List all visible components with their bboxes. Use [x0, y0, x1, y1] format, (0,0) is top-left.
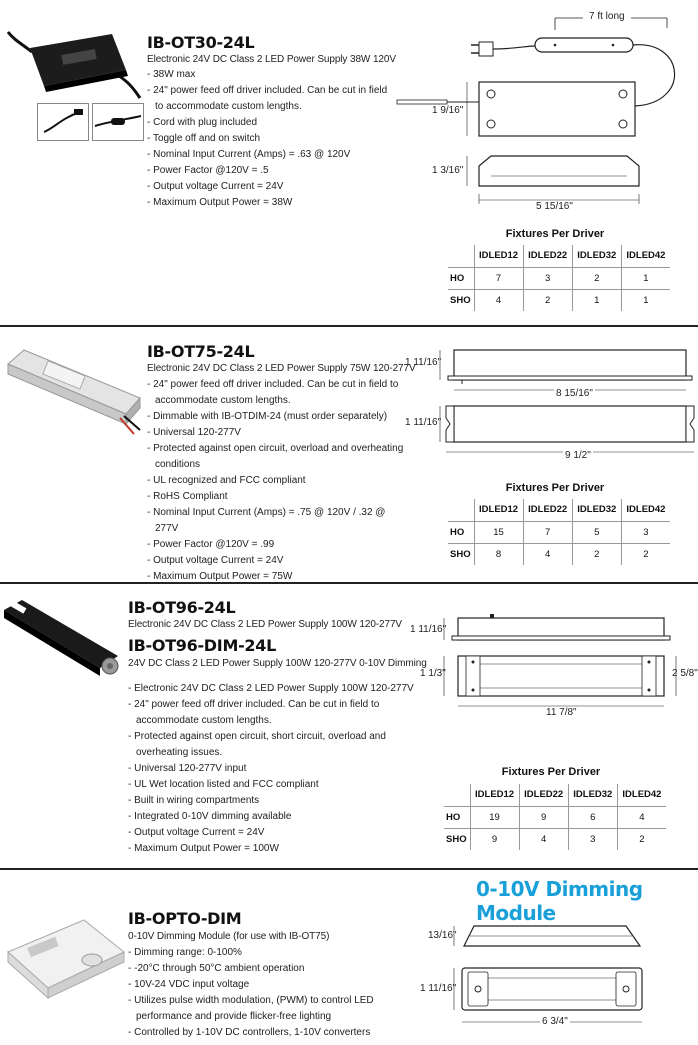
table-header-row [444, 784, 666, 806]
height-dimension: 1 1/3" [420, 668, 446, 679]
table-cell: 9 [519, 806, 568, 828]
spec-item: - Toggle off and on switch [147, 131, 397, 147]
column-header: IDLED22 [519, 784, 568, 806]
fixtures-table [448, 499, 670, 565]
spec-item: - 10V-24 VDC input voltage [128, 977, 378, 993]
table-cell: 6 [568, 806, 617, 828]
table-cell: 2 [572, 543, 621, 565]
row-label: HO [448, 521, 474, 543]
table-cell: 3 [621, 521, 670, 543]
table-row [448, 267, 670, 289]
product-title: IB-OT96-24L [128, 598, 236, 617]
spec-item: - Integrated 0-10V dimming available [128, 809, 432, 825]
fixtures-table [448, 245, 670, 311]
spec-item: - UL Wet location listed and FCC compliant [128, 777, 432, 793]
table-cell: 2 [617, 828, 666, 850]
spec-item: - Output voltage Current = 24V [147, 179, 397, 195]
table-header-row [448, 245, 670, 267]
product-photo [4, 912, 128, 1004]
spec-item: - 24" power feed off driver included. Can be cut in field to accommodate custom lengths. [147, 377, 407, 409]
table-row [448, 521, 670, 543]
table-cell: 7 [523, 521, 572, 543]
product-title-dim: IB-OT96-DIM-24L [128, 636, 276, 655]
table-cell: 9 [470, 828, 519, 850]
spec-item: - 24" power feed off driver included. Can be cut in field to accommodate custom lengths. [128, 697, 432, 729]
length-dimension: 8 15/16" [556, 388, 593, 399]
spec-item: - Maximum Output Power = 38W [147, 195, 397, 211]
product-subtitle: Electronic 24V DC Class 2 LED Power Supply 75W 120-277V [147, 363, 416, 374]
spec-item: - Controlled by 1-10V DC controllers, 1-10V converters [128, 1025, 378, 1041]
width-dimension: 2 5/8" [672, 668, 698, 679]
table-row [444, 828, 666, 850]
fixtures-title: Fixtures Per Driver [505, 228, 605, 240]
section-divider [0, 325, 698, 327]
spec-item: - Protected against open circuit, overload and overheating conditions [147, 441, 407, 473]
spec-item: - Electronic 24V DC Class 2 LED Power Supply 100W 120-277V [128, 681, 432, 697]
column-header: IDLED42 [621, 499, 670, 521]
spec-item: - Output voltage Current = 24V [147, 553, 407, 569]
table-cell: 1 [572, 289, 621, 311]
table-row [448, 543, 670, 565]
spec-item: - Utilizes pulse width modulation, (PWM) to control LED performance and provide flicker-free lighting [128, 993, 378, 1025]
spec-item: - 38W max [147, 67, 397, 83]
spec-item: - Universal 120-277V [147, 425, 407, 441]
spec-item: - -20°C through 50°C ambient operation [128, 961, 378, 977]
spec-item: - Maximum Output Power = 75W [147, 569, 407, 585]
spec-list [147, 67, 397, 211]
column-header: IDLED12 [474, 245, 523, 267]
spec-item: - Universal 120-277V input [128, 761, 432, 777]
fixtures-table [444, 784, 666, 850]
column-header: IDLED32 [572, 499, 621, 521]
length-dimension: 9 1/2" [565, 450, 591, 461]
row-label: SHO [448, 289, 474, 311]
table-header-row [448, 499, 670, 521]
length-dimension: 5 15/16" [536, 201, 573, 212]
product-title: IB-OT75-24L [147, 342, 255, 361]
product-photo [4, 340, 144, 435]
product-subtitle-dim: 24V DC Class 2 LED Power Supply 100W 120-277V 0-10V Dimming [128, 658, 427, 669]
row-label: HO [448, 267, 474, 289]
fixtures-title: Fixtures Per Driver [501, 766, 601, 778]
fixtures-title: Fixtures Per Driver [505, 482, 605, 494]
spec-item: - Output voltage Current = 24V [128, 825, 432, 841]
spec-item: - Nominal Input Current (Amps) = .75 @ 120V / .32 @ 277V [147, 505, 407, 537]
product-subtitle: Electronic 24V DC Class 2 LED Power Supply 100W 120-277V [128, 619, 402, 630]
cord-plug-thumbnail [37, 103, 89, 141]
section-divider [0, 582, 698, 584]
column-header: IDLED32 [572, 245, 621, 267]
column-header: IDLED42 [621, 245, 670, 267]
dimension-drawing [400, 600, 698, 722]
column-header: IDLED32 [568, 784, 617, 806]
height-dimension: 1 9/16" [432, 105, 464, 116]
table-row [448, 289, 670, 311]
table-cell: 3 [523, 267, 572, 289]
product-subtitle: Electronic 24V DC Class 2 LED Power Supply 38W 120V [147, 54, 396, 65]
table-cell: 5 [572, 521, 621, 543]
column-header: IDLED12 [474, 499, 523, 521]
product-title: IB-OPTO-DIM [128, 909, 242, 928]
table-cell: 2 [523, 289, 572, 311]
section-divider [0, 868, 698, 870]
cord-length-label: 7 ft long [589, 11, 625, 22]
toggle-switch-thumbnail [92, 103, 144, 141]
row-label: SHO [448, 543, 474, 565]
spec-item: - Power Factor @120V = .99 [147, 537, 407, 553]
column-header: IDLED42 [617, 784, 666, 806]
column-header: IDLED12 [470, 784, 519, 806]
spec-list [147, 377, 407, 585]
table-cell: 8 [474, 543, 523, 565]
length-dimension: 6 3/4" [542, 1016, 568, 1027]
table-cell: 2 [621, 543, 670, 565]
spec-item: - Protected against open circuit, short circuit, overload and overheating issues. [128, 729, 432, 761]
height-dimension: 1 11/16" [405, 417, 442, 428]
height-dimension: 1 11/16" [420, 983, 457, 994]
spec-item: - Cord with plug included [147, 115, 397, 131]
spec-item: - Maximum Output Power = 100W [128, 841, 432, 857]
spec-item: - RoHS Compliant [147, 489, 407, 505]
height-dimension: 1 11/16" [410, 624, 447, 635]
table-cell: 4 [617, 806, 666, 828]
table-cell: 3 [568, 828, 617, 850]
spec-item: - Dimmable with IB-OTDIM-24 (must order separately) [147, 409, 407, 425]
product-photo [0, 596, 128, 686]
column-header: IDLED22 [523, 499, 572, 521]
spec-list [128, 681, 432, 857]
table-cell: 1 [621, 267, 670, 289]
length-dimension: 11 7/8" [546, 707, 577, 718]
table-cell: 7 [474, 267, 523, 289]
section-heading: 0-10V Dimming Module [476, 877, 643, 925]
table-cell: 15 [474, 521, 523, 543]
column-header: IDLED22 [523, 245, 572, 267]
table-cell: 4 [519, 828, 568, 850]
height-dimension: 1 11/16" [405, 357, 442, 368]
table-cell: 19 [470, 806, 519, 828]
height-dimension: 13/16" [428, 930, 457, 941]
spec-list [128, 945, 378, 1041]
table-cell: 4 [474, 289, 523, 311]
product-photo [4, 22, 144, 100]
row-label: SHO [444, 828, 470, 850]
spec-item: - Built in wiring compartments [128, 793, 432, 809]
height-dimension: 1 3/16" [432, 165, 464, 176]
product-subtitle: 0-10V Dimming Module (for use with IB-OT75) [128, 931, 330, 942]
spec-item: - Nominal Input Current (Amps) = .63 @ 120V [147, 147, 397, 163]
spec-item: - 24" power feed off driver included. Can be cut in field to accommodate custom lengths. [147, 83, 397, 115]
table-cell: 1 [621, 289, 670, 311]
spec-item: - Dimming range: 0-100% [128, 945, 378, 961]
product-title: IB-OT30-24L [147, 33, 255, 52]
spec-item: - Power Factor @120V = .5 [147, 163, 397, 179]
table-cell: 2 [572, 267, 621, 289]
dimension-drawing [400, 340, 698, 470]
spec-item: - UL recognized and FCC compliant [147, 473, 407, 489]
table-cell: 4 [523, 543, 572, 565]
row-label: HO [444, 806, 470, 828]
table-row [444, 806, 666, 828]
